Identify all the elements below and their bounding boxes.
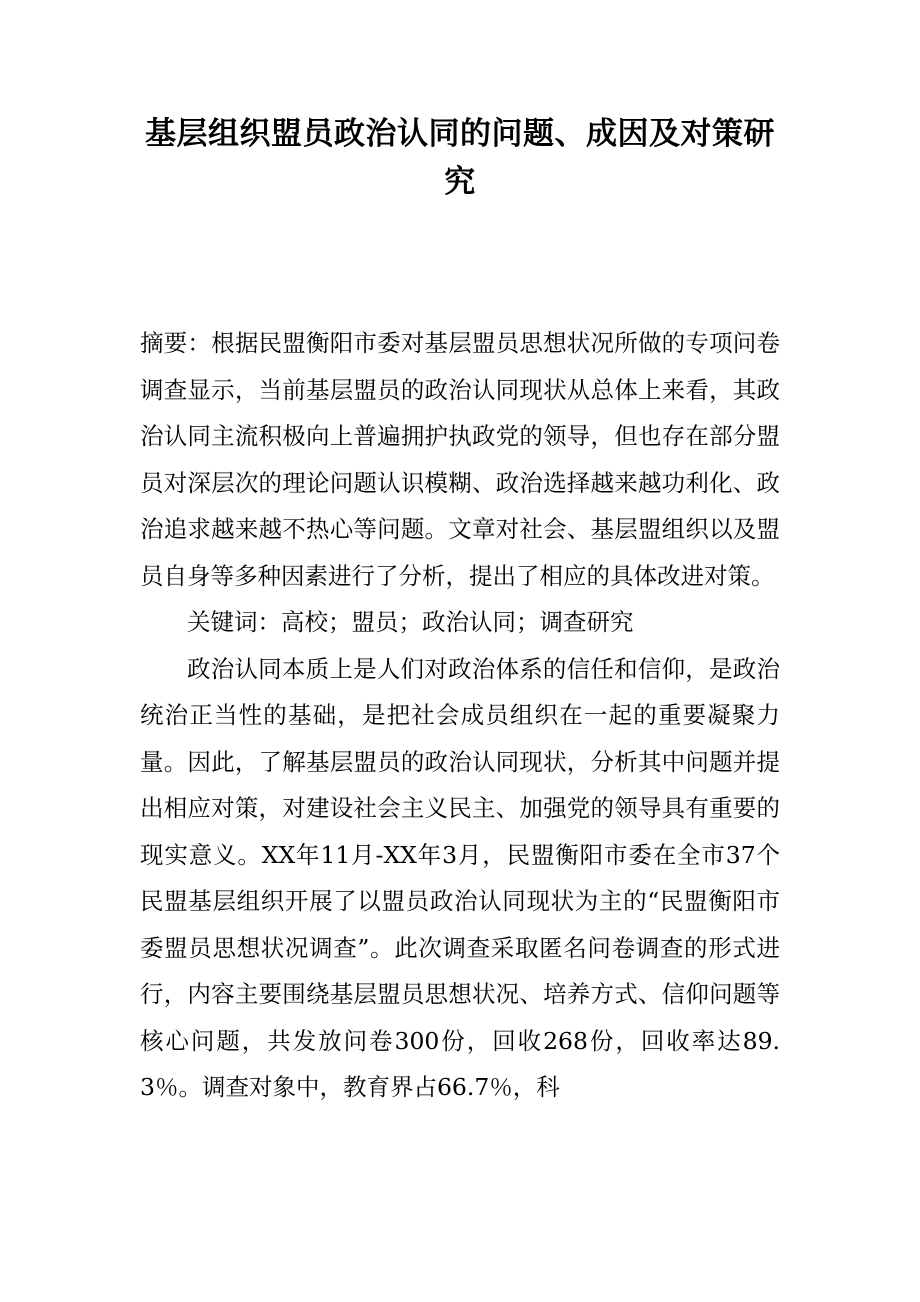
body-paragraph: 政治认同本质上是人们对政治体系的信任和信仰，是政治统治正当性的基础，是把社会成员组织在一起的重要凝聚力量。因此，了解基层盟员的政治认同现状，分析其中问题并提出相应对策，对建设社会主义民主、加强党的领导具有重要的现实意义。XX年11月-XX年3月，民盟衡阳市委在全市37个民盟基层组织开展了以盟员政治认同现状为主的“民盟衡阳市委盟员思想状况调查”。此次调查采取匿名问卷调查的形式进行，内容主要围绕基层盟员思想状况、培养方式、信仰问题等核心问题，共发放问卷300份，回收268份，回收率达89.3％。调查对象中，教育界占66.7％，科 <box>140 654 780 1101</box>
abstract-paragraph: 摘要：根据民盟衡阳市委对基层盟员思想状况所做的专项问卷调查显示，当前基层盟员的政治认同现状从总体上来看，其政治认同主流积极向上普遍拥护执政党的领导，但也存在部分盟员对深层次的理论问题认识模糊、政治选择越来越功利化、政治追求越来越不热心等问题。文章对社会、基层盟组织以及盟员自身等多种因素进行了分析，提出了相应的具体改进对策。 <box>140 329 780 590</box>
document-title: 基层组织盟员政治认同的问题、成因及对策研究 <box>145 116 775 200</box>
document-body <box>140 320 780 1111</box>
keywords-paragraph: 关键词：高校；盟员；政治认同；调查研究 <box>187 608 634 636</box>
